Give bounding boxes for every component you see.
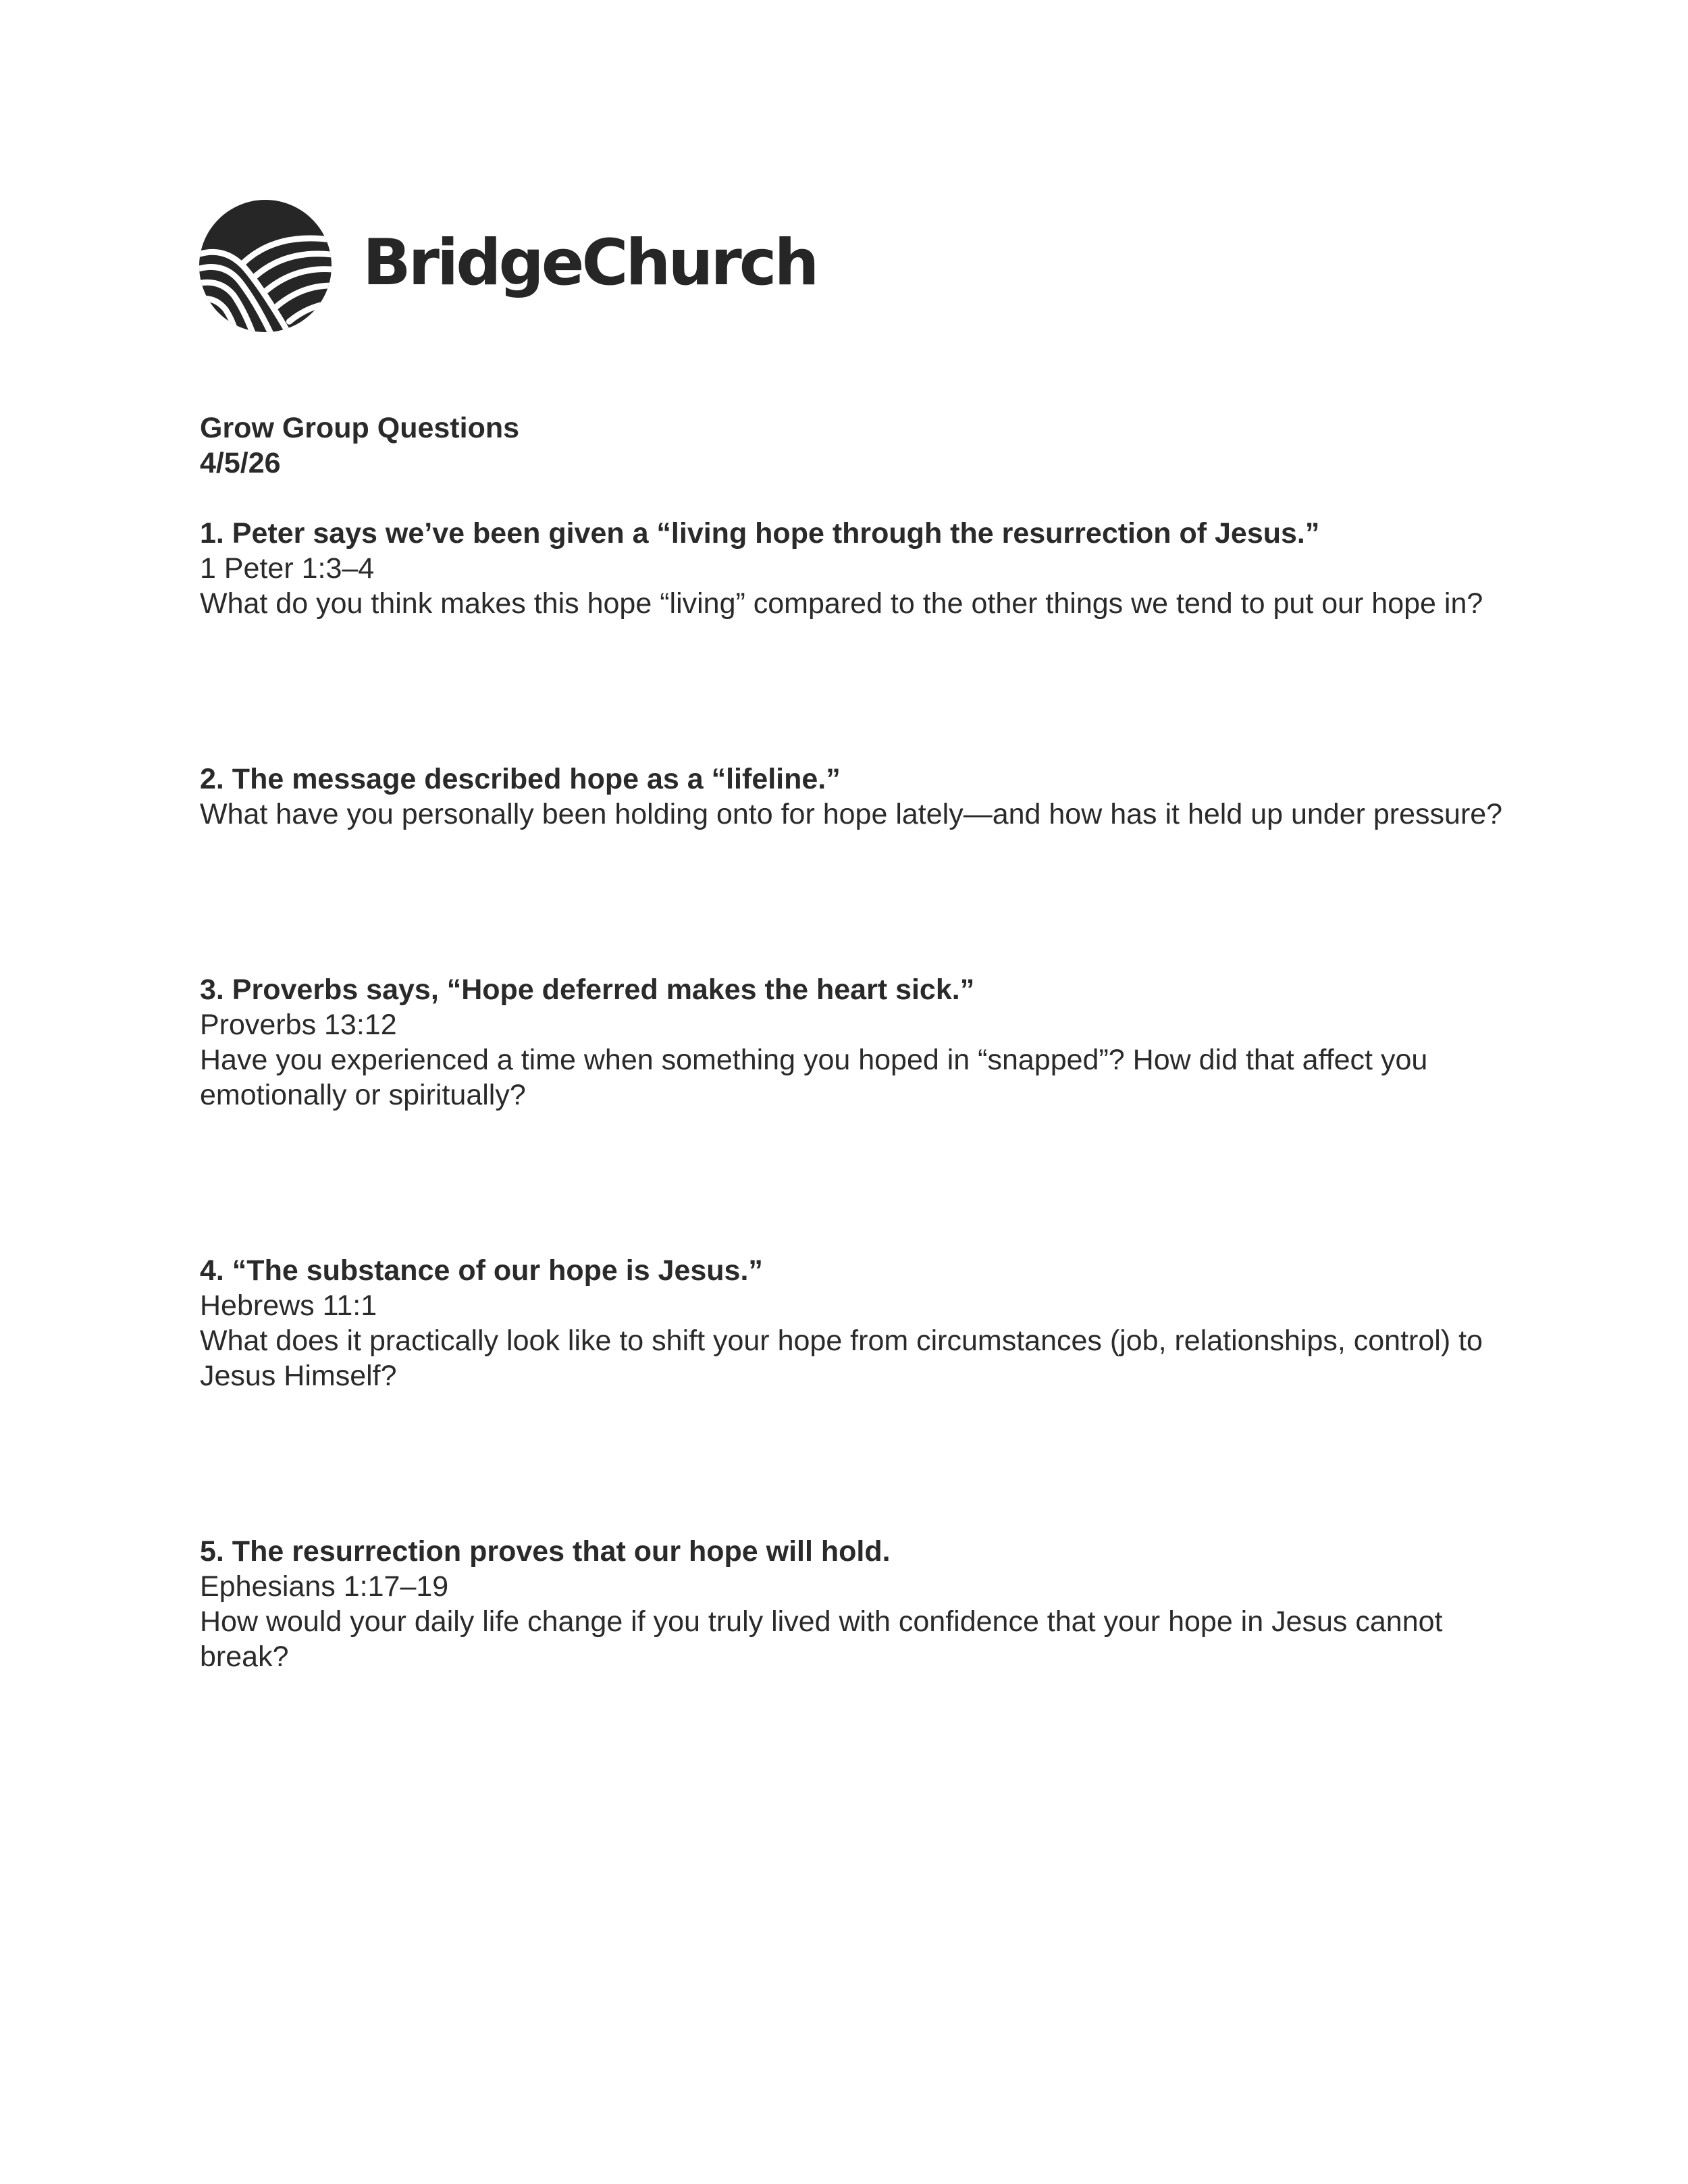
document-body — [200, 410, 1523, 1674]
scripture-reference: 1 Peter 1:3–4 — [200, 552, 375, 585]
scripture-reference: Hebrews 11:1 — [200, 1289, 377, 1322]
document-title: Grow Group Questions — [200, 412, 520, 444]
question-heading: 4. “The substance of our hope is Jesus.” — [200, 1254, 763, 1287]
question-3 — [200, 972, 1523, 1113]
question-5 — [200, 1534, 1523, 1674]
bridge-lines-circle-icon — [199, 200, 332, 332]
question-text: What have you personally been holding onto for hope lately—and how has it held up under pressure? — [200, 798, 1503, 830]
scripture-reference: Proverbs 13:12 — [200, 1009, 397, 1041]
question-4 — [200, 1253, 1523, 1393]
question-heading: 5. The resurrection proves that our hope will hold. — [200, 1535, 891, 1568]
document-date: 4/5/26 — [200, 447, 281, 479]
question-text: What does it practically look like to shift your hope from circumstances (job, relationships, control) to Jesus Himself? — [200, 1325, 1483, 1392]
church-logo — [199, 200, 816, 332]
question-text: How would your daily life change if you truly lived with confidence that your hope in Jesus cannot break? — [200, 1605, 1443, 1673]
question-1 — [200, 516, 1523, 621]
church-name: BridgeChurch — [363, 226, 817, 300]
question-heading: 2. The message described hope as a “lifeline.” — [200, 763, 841, 795]
question-2 — [200, 762, 1523, 832]
scripture-reference: Ephesians 1:17–19 — [200, 1570, 449, 1603]
question-text: Have you experienced a time when something you hoped in “snapped”? How did that affect you emotionally or spiritually? — [200, 1044, 1428, 1111]
question-text: What do you think makes this hope “living” compared to the other things we tend to put our hope in? — [200, 587, 1483, 620]
question-heading: 3. Proverbs says, “Hope deferred makes the heart sick.” — [200, 974, 975, 1006]
question-heading: 1. Peter says we’ve been given a “living hope through the resurrection of Jesus.” — [200, 517, 1320, 550]
